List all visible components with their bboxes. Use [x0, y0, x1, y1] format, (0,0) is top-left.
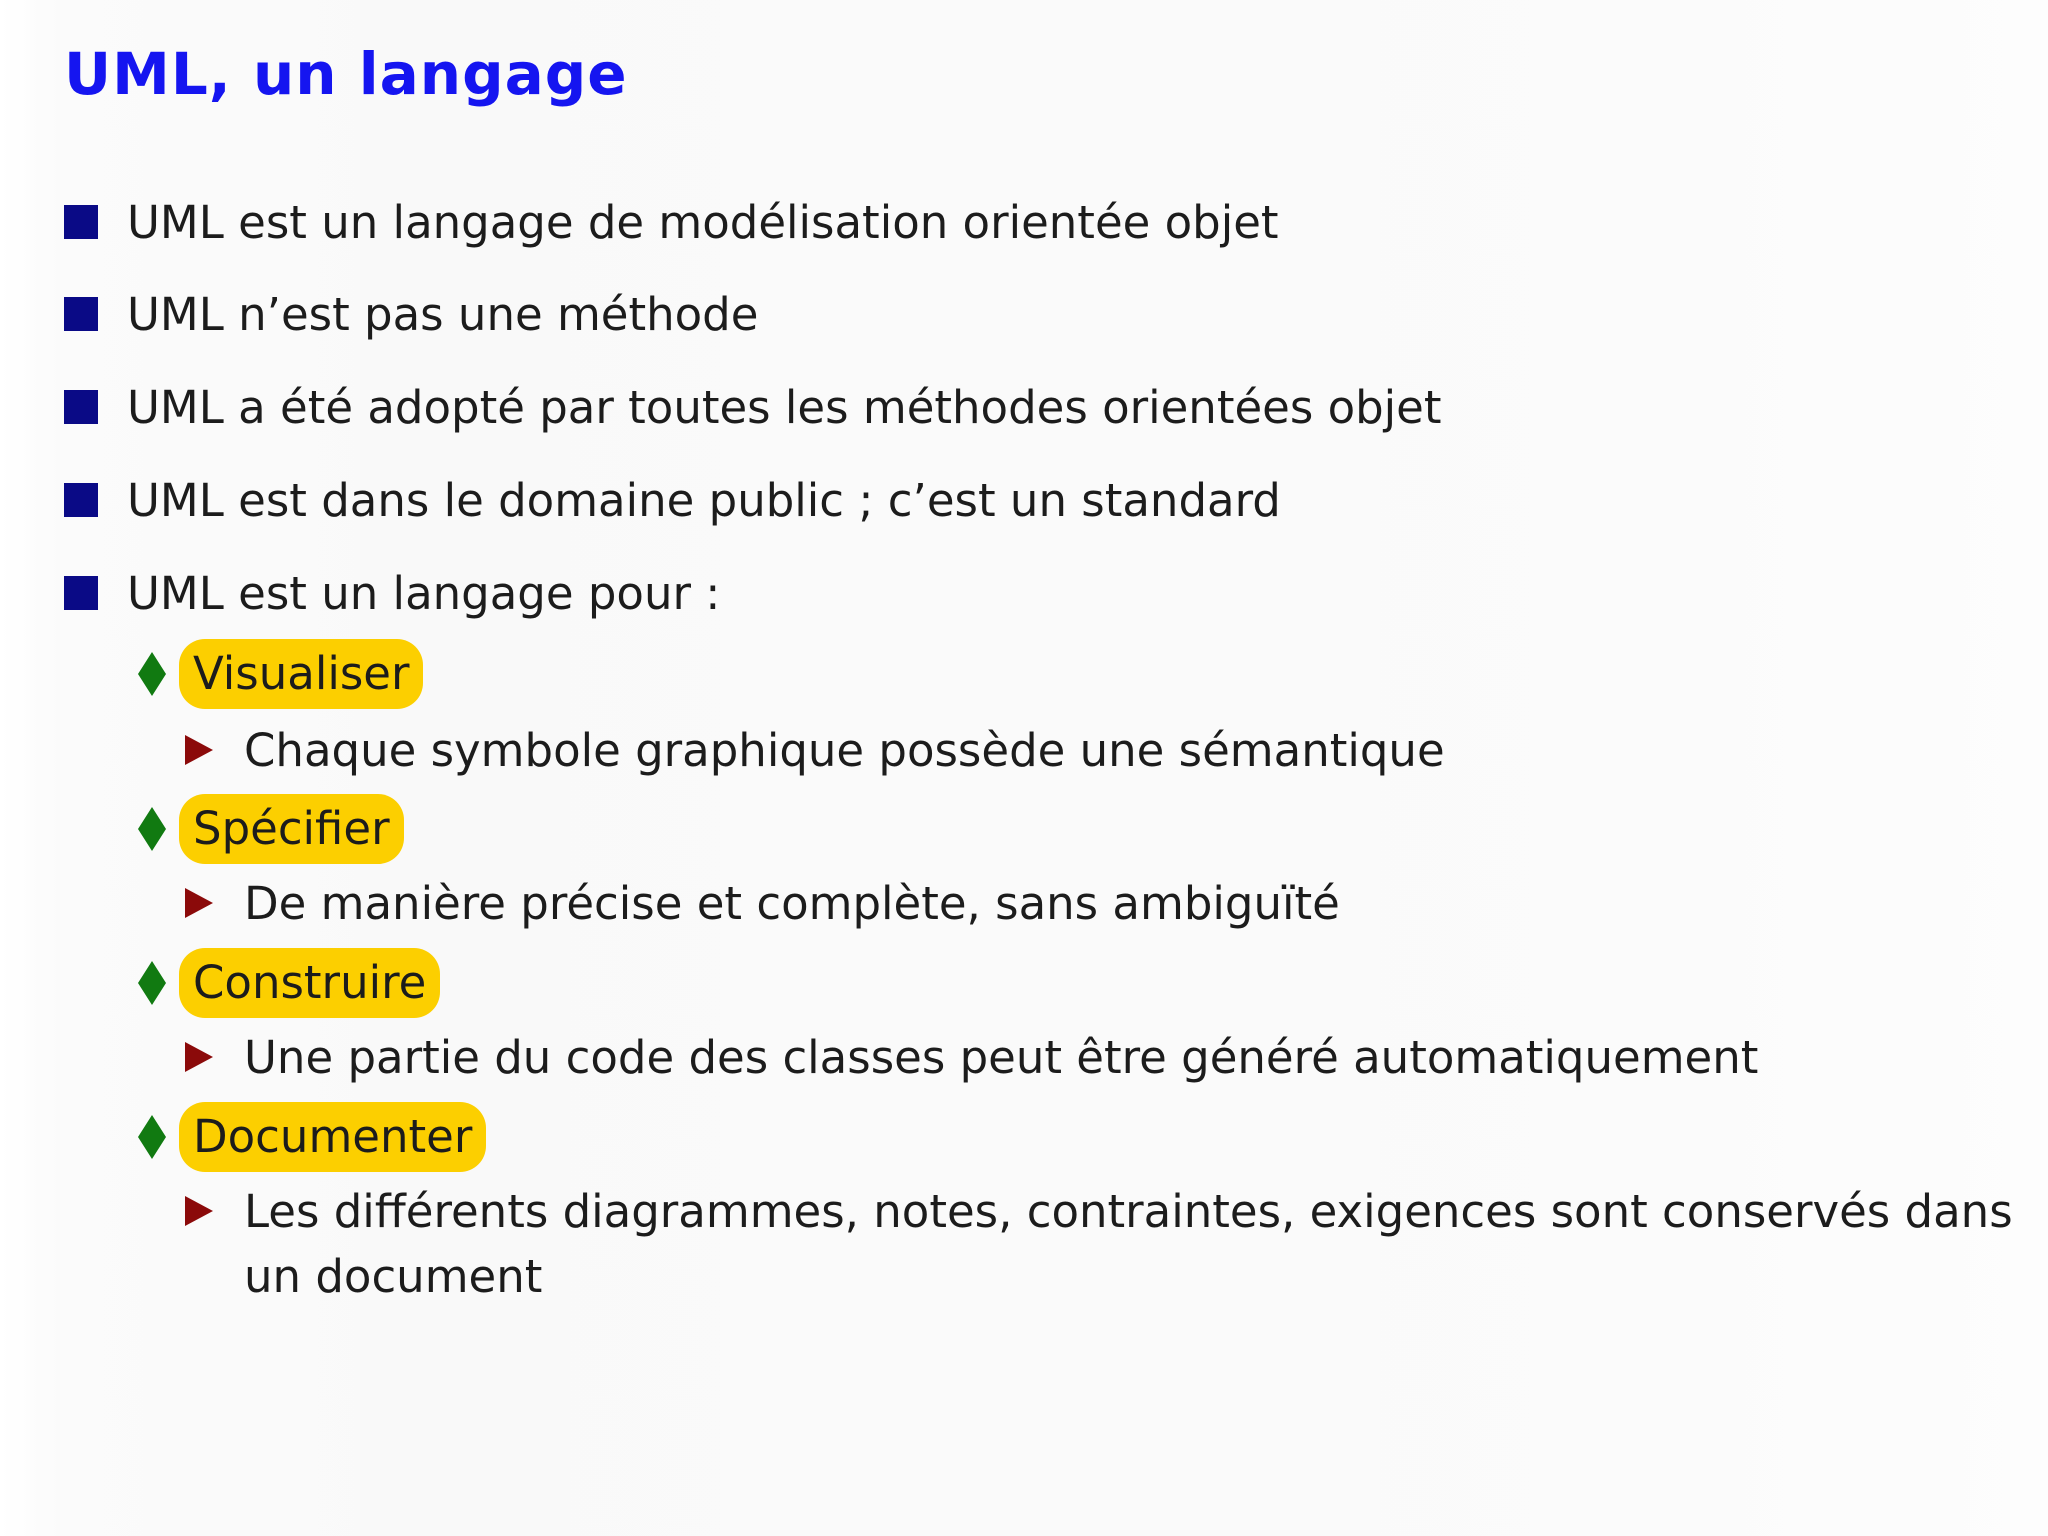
highlight-label: Documenter: [179, 1102, 486, 1172]
highlight-label: Spécifier: [179, 794, 404, 864]
detail-text: De manière précise et complète, sans ambiguïté: [244, 876, 1340, 930]
square-bullet-icon: [64, 205, 98, 239]
slide-title: UML, un langage: [64, 40, 628, 108]
bullet-text: UML est un langage de modélisation orientée objet: [127, 195, 1279, 249]
detail-item: [184, 1025, 1758, 1089]
bullet-text: UML a été adopté par toutes les méthodes orientées objet: [127, 380, 1442, 434]
bullet-item: [64, 372, 1442, 442]
bullet-text: UML n’est pas une méthode: [127, 287, 759, 341]
triangle-bullet-icon: [184, 734, 214, 766]
bullet-text: UML est dans le domaine public ; c’est un standard: [127, 473, 1281, 527]
diamond-bullet-icon: [137, 651, 167, 697]
bullet-item: [64, 465, 1281, 535]
diamond-bullet-icon: [137, 806, 167, 852]
square-bullet-icon: [64, 576, 98, 610]
sub-item: [137, 1097, 486, 1177]
sub-item: [137, 789, 404, 869]
diamond-bullet-icon: [137, 1114, 167, 1160]
highlight-label: Construire: [179, 948, 440, 1018]
detail-item: [184, 871, 1340, 935]
detail-item: [184, 1179, 2013, 1243]
detail-text: Chaque symbole graphique possède une sémantique: [244, 723, 1445, 777]
detail-item: [184, 718, 1445, 782]
square-bullet-icon: [64, 483, 98, 517]
triangle-bullet-icon: [184, 1041, 214, 1073]
sub-item: [137, 943, 440, 1023]
diamond-bullet-icon: [137, 960, 167, 1006]
square-bullet-icon: [64, 390, 98, 424]
bullet-item: [64, 279, 758, 349]
detail-text: Les différents diagrammes, notes, contraintes, exigences sont conservés dans: [244, 1184, 2013, 1238]
triangle-bullet-icon: [184, 887, 214, 919]
bullet-text: UML est un langage pour :: [127, 566, 721, 620]
sub-item: [137, 634, 423, 714]
bullet-item: [64, 558, 720, 628]
bullet-item: [64, 187, 1279, 257]
highlight-label: Visualiser: [179, 639, 423, 709]
square-bullet-icon: [64, 297, 98, 331]
detail-text: Une partie du code des classes peut être généré automatiquement: [244, 1030, 1759, 1084]
detail-text-continuation: un document: [244, 1250, 543, 1303]
triangle-bullet-icon: [184, 1195, 214, 1227]
